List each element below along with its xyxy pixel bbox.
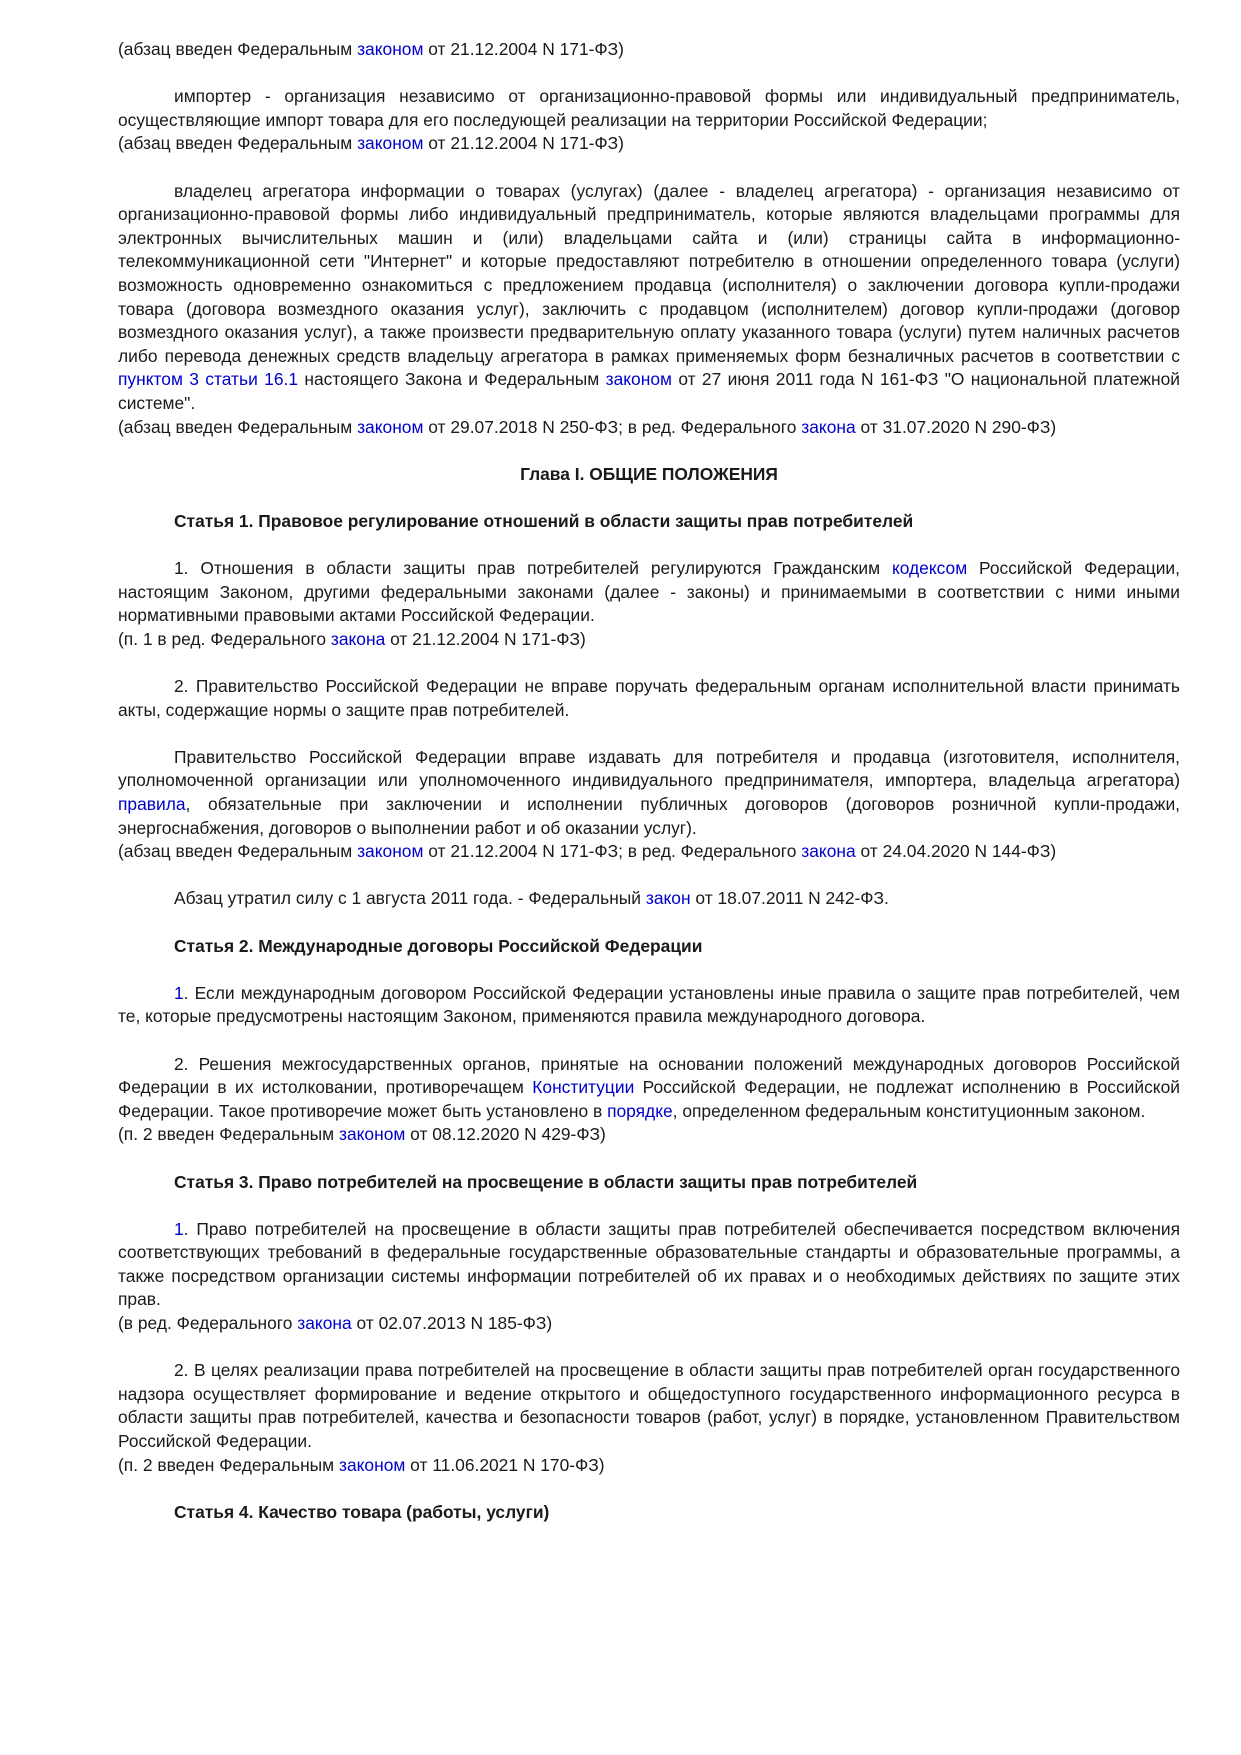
article-1-repealed-paragraph: Абзац утратил силу с 1 августа 2011 года. - Федеральный закон от 18.07.2011 N 242-ФЗ. bbox=[174, 888, 889, 909]
clause-number-link[interactable]: 1 bbox=[174, 1218, 184, 1239]
law-link[interactable]: законом bbox=[357, 841, 424, 862]
civil-code-link[interactable]: кодексом bbox=[891, 558, 968, 579]
law-link[interactable]: закон bbox=[645, 888, 691, 909]
article-16-1-link[interactable]: пунктом 3 статьи 16.1 bbox=[118, 369, 298, 390]
article-3-title: Статья 3. Право потребителей на просвещение в области защиты прав потребителей bbox=[174, 1171, 918, 1192]
article-3-clause-1: 1. Право потребителей на просвещение в области защиты прав потребителей обеспечивается посредством включения соответствующих требований в федеральные государственные образовательные стандарты и образовательные программы, а также посредством организации системы информации потребителей об их правах и о необходимых действиях по защите этих прав. bbox=[118, 1218, 1180, 1310]
article-1-title: Статья 1. Правовое регулирование отношений в области защиты прав потребителей bbox=[174, 510, 914, 531]
article-2-clause-2: 2. Решения межгосударственных органов, принятые на основании положений международных договоров Российской Федерации в их истолковании, противоречащем Конституции Российской Федерации, не подлежат исполнению в Российской Федерации. Такое противоречие может быть установлено в порядке, определенном федеральным конституционным законом. bbox=[118, 1053, 1180, 1121]
law-link[interactable]: закона bbox=[801, 841, 856, 862]
rules-link[interactable]: правила bbox=[118, 794, 186, 814]
document-page bbox=[118, 38, 1180, 1524]
article-1-clause-2-paragraph: Правительство Российской Федерации вправе издавать для потребителя и продавца (изготовителя, исполнителя, уполномоченной организации или уполномоченного индивидуального предпринимателя, импортера, владельца агрегатора) правила, обязательные при заключении и исполнении публичных договоров (договоров розничной купли-продажи, энергоснабжения, договоров о выполнении работ и об оказании услуг). bbox=[118, 746, 1180, 838]
law-link[interactable]: законом bbox=[357, 39, 424, 59]
amendment-note: (п. 2 введен Федеральным законом от 11.06.2021 N 170-ФЗ) bbox=[118, 1454, 605, 1475]
law-link[interactable]: законом bbox=[357, 416, 424, 437]
amendment-note: (п. 1 в ред. Федерального закона от 21.12.2004 N 171-ФЗ) bbox=[118, 628, 586, 649]
law-link[interactable]: закона bbox=[297, 1313, 352, 1334]
law-link[interactable]: законом bbox=[357, 133, 424, 154]
law-link[interactable]: закона bbox=[801, 416, 856, 437]
definition-aggregator-owner: владелец агрегатора информации о товарах (услугах) (далее - владелец агрегатора) - организация независимо от организационно-правовой формы либо индивидуальный предприниматель, которые являются владельцами программы для электронных вычислительных машин и (или) владельцами сайта и (или) страницы сайта в информационно-телекоммуникационной сети "Интернет" и которые предоставляют потребителю в отношении определенного товара (услуги) возможность одновременно ознакомиться с предложением продавца (исполнителя) о заключении договора купли-продажи товара (договора возмездного оказания услуг), заключить с продавцом (исполнителем) договор купли-продажи (договор возмездного оказания услуг), а также произвести предварительную оплату указанного товара (услуги) путем наличных расчетов либо перевода денежных средств владельцу агрегатора в рамках применяемых форм безналичных расчетов в соответствии с пунктом 3 статьи 16.1 настоящего Закона и Федеральным законом от 27 июня 2011 года N 161-ФЗ "О национальной платежной системе". bbox=[118, 180, 1180, 413]
definition-importer: импортер - организация независимо от организационно-правовой формы или индивидуальный предприниматель, осуществляющие импорт товара для его последующей реализации на территории Российской Федерации; bbox=[118, 86, 1180, 130]
amendment-note: (в ред. Федерального закона от 02.07.2013 N 185-ФЗ) bbox=[118, 1313, 553, 1334]
constitution-link[interactable]: Конституции bbox=[532, 1077, 635, 1098]
law-link[interactable]: закона bbox=[330, 628, 386, 649]
amendment-note: (п. 2 введен Федеральным законом от 08.12.2020 N 429-ФЗ) bbox=[118, 1124, 606, 1145]
chapter-title: Глава I. ОБЩИЕ ПОЛОЖЕНИЯ bbox=[520, 463, 778, 484]
amendment-note: (абзац введен Федеральным законом от 21.12.2004 N 171-ФЗ) bbox=[118, 133, 624, 154]
article-4-title: Статья 4. Качество товара (работы, услуги) bbox=[174, 1501, 550, 1522]
amendment-note: (абзац введен Федеральным законом от 29.07.2018 N 250-ФЗ; в ред. Федерального закона от 31.07.2020 N 290-ФЗ) bbox=[118, 416, 1057, 437]
amendment-note: (абзац введен Федеральным законом от 21.12.2004 N 171-ФЗ; в ред. Федерального закона от 24.04.2020 N 144-ФЗ) bbox=[118, 841, 1057, 862]
law-link[interactable]: законом bbox=[338, 1454, 406, 1475]
procedure-link[interactable]: порядке bbox=[607, 1100, 673, 1121]
article-2-clause-1: 1. Если международным договором Российской Федерации установлены иные правила о защите прав потребителей, чем те, которые предусмотрены настоящим Законом, применяются правила международного договора. bbox=[118, 982, 1180, 1027]
article-1-clause-2: 2. Правительство Российской Федерации не вправе поручать федеральным органам исполнительной власти принимать акты, содержащие нормы о защите прав потребителей. bbox=[118, 676, 1180, 720]
law-link[interactable]: законом bbox=[338, 1124, 406, 1145]
article-3-clause-2: 2. В целях реализации права потребителей на просвещение в области защиты прав потребителей орган государственного надзора осуществляет формирование и ведение открытого и общедоступного государственного информационного ресурса в области защиты прав потребителей, качества и безопасности товаров (работ, услуг) в порядке, установленном Правительством Российской Федерации. bbox=[118, 1360, 1180, 1452]
law-link[interactable]: законом bbox=[605, 369, 672, 390]
amendment-note: (абзац введен Федеральным законом от 21.12.2004 N 171-ФЗ) bbox=[118, 39, 624, 59]
article-1-clause-1: 1. Отношения в области защиты прав потребителей регулируются Гражданским кодексом Российской Федерации, настоящим Законом, другими федеральными законами (далее - законы) и принимаемыми в соответствии с ними иными нормативными правовыми актами Российской Федерации. bbox=[118, 558, 1180, 626]
article-2-title: Статья 2. Международные договоры Российской Федерации bbox=[174, 935, 703, 956]
clause-number-link[interactable]: 1 bbox=[174, 982, 184, 1003]
